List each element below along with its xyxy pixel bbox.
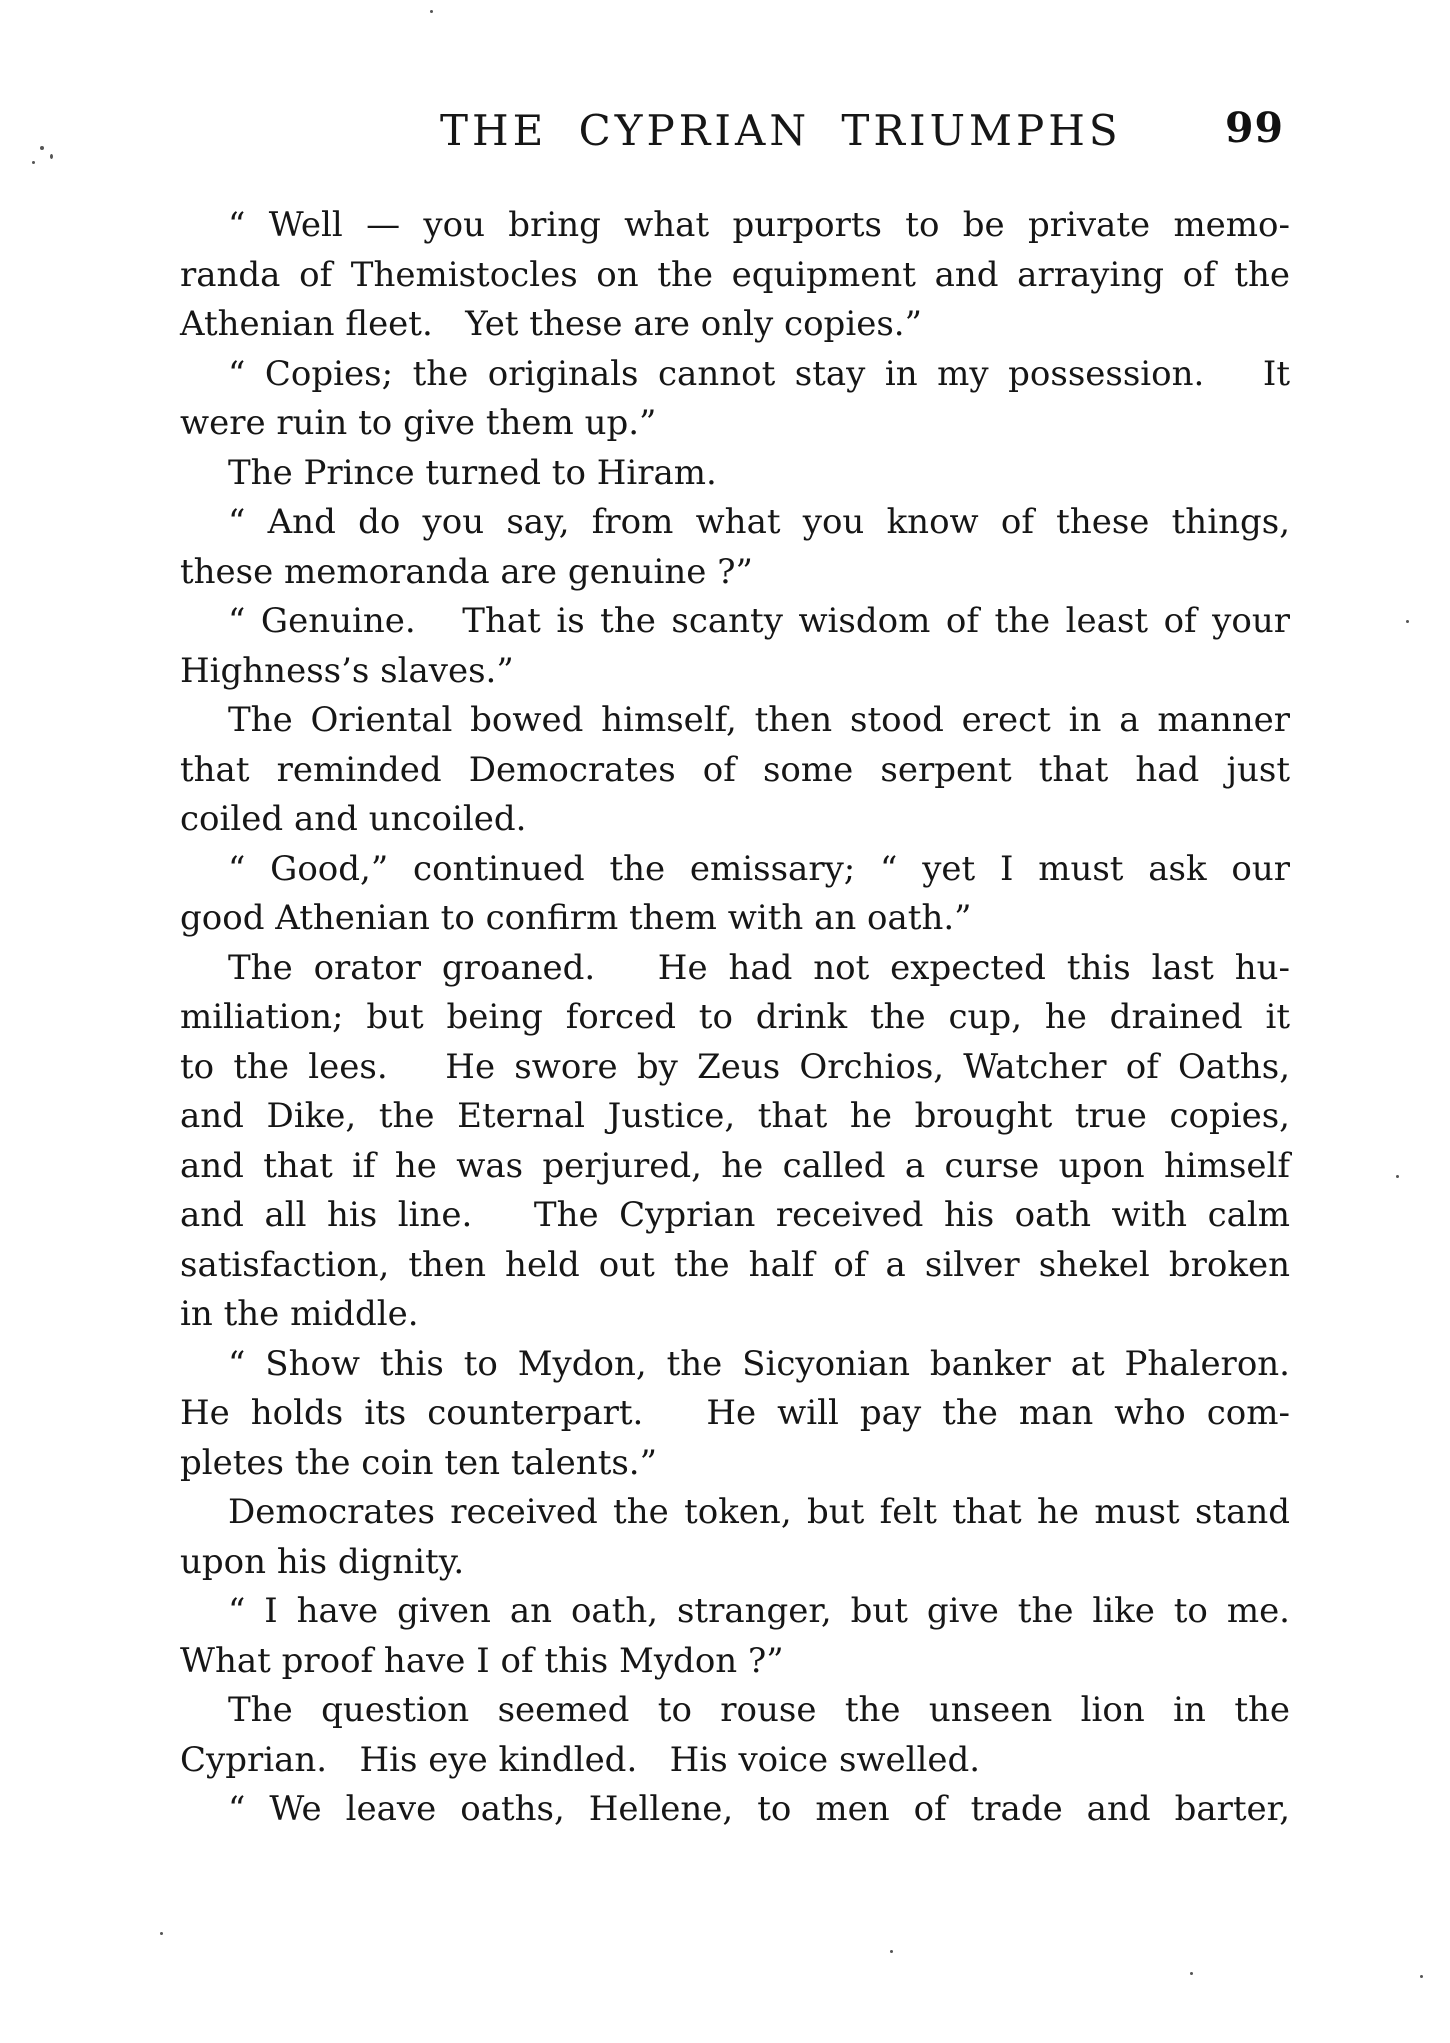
scan-speck [32, 161, 35, 164]
scan-speck [430, 10, 433, 13]
text-line: Democrates received the token, but felt that he must stand [228, 1492, 1290, 1532]
scan-speck [50, 154, 53, 159]
text-line: What proof have I of this Mydon ?” [180, 1640, 784, 1681]
text-line: He holds its counterpart. He will pay the man who com- [180, 1393, 1290, 1433]
text-line: Athenian fleet. Yet these are only copies.” [180, 304, 922, 344]
text-line: were ruin to give them up.” [180, 403, 657, 443]
text-line: miliation; but being forced to drink the cup, he drained it [180, 997, 1290, 1037]
page-number: 99 [1224, 104, 1284, 152]
text-line: “ And do you say, from what you know of these things, [228, 502, 1290, 542]
text-line: upon his dignity. [180, 1541, 465, 1582]
text-line: “ I have given an oath, stranger, but give the like to me. [228, 1591, 1290, 1631]
text-line: “ Good,” continued the emissary; “ yet I must ask our [228, 848, 1290, 889]
text-line: good Athenian to confirm them with an oath.” [180, 898, 972, 938]
text-line: The question seemed to rouse the unseen lion in the [228, 1690, 1290, 1730]
scan-speck [1420, 1975, 1423, 1978]
scan-speck [1396, 1175, 1399, 1178]
text-line: The Oriental bowed himself, then stood erect in a manner [228, 700, 1290, 740]
text-line: “ Genuine. That is the scanty wisdom of the least of your [228, 601, 1290, 641]
text-line: these memoranda are genuine ?” [180, 551, 753, 592]
scan-speck [890, 1950, 893, 1953]
scan-speck [160, 1932, 163, 1935]
text-line: that reminded Democrates of some serpent that had just [180, 749, 1290, 790]
text-line: Cyprian. His eye kindled. His voice swelled. [180, 1739, 981, 1780]
text-line: and Dike, the Eternal Justice, that he brought true copies, [180, 1096, 1290, 1136]
text-line: “ We leave oaths, Hellene, to men of trade and barter, [228, 1789, 1290, 1829]
text-line: “ Show this to Mydon, the Sicyonian banker at Phaleron. [228, 1343, 1290, 1384]
text-line: in the middle. [180, 1294, 419, 1334]
text-line: The orator groaned. He had not expected this last hu- [228, 947, 1290, 988]
text-line: “ Well — you bring what purports to be private memo- [228, 205, 1290, 245]
text-line: and that if he was perjured, he called a curse upon himself [180, 1145, 1290, 1186]
text-line: randa of Themistocles on the equipment and arraying of the [180, 254, 1290, 295]
text-line: pletes the coin ten talents.” [180, 1442, 657, 1483]
scan-speck [40, 146, 44, 150]
text-line: coiled and uncoiled. [180, 799, 527, 839]
text-line: and all his line. The Cyprian received his oath with calm [180, 1195, 1290, 1235]
running-head-title: THE CYPRIAN TRIUMPHS [440, 106, 1122, 155]
text-line: The Prince turned to Hiram. [228, 452, 717, 493]
text-line: to the lees. He swore by Zeus Orchios, Watcher of Oaths, [180, 1046, 1290, 1087]
body-text [180, 201, 1290, 1835]
text-line: Highness’s slaves.” [180, 650, 514, 691]
scan-speck [1406, 620, 1409, 623]
scan-speck [1190, 1972, 1193, 1975]
text-line: “ Copies; the originals cannot stay in my possession. It [228, 353, 1290, 394]
text-line: satisfaction, then held out the half of a silver shekel broken [180, 1244, 1290, 1285]
